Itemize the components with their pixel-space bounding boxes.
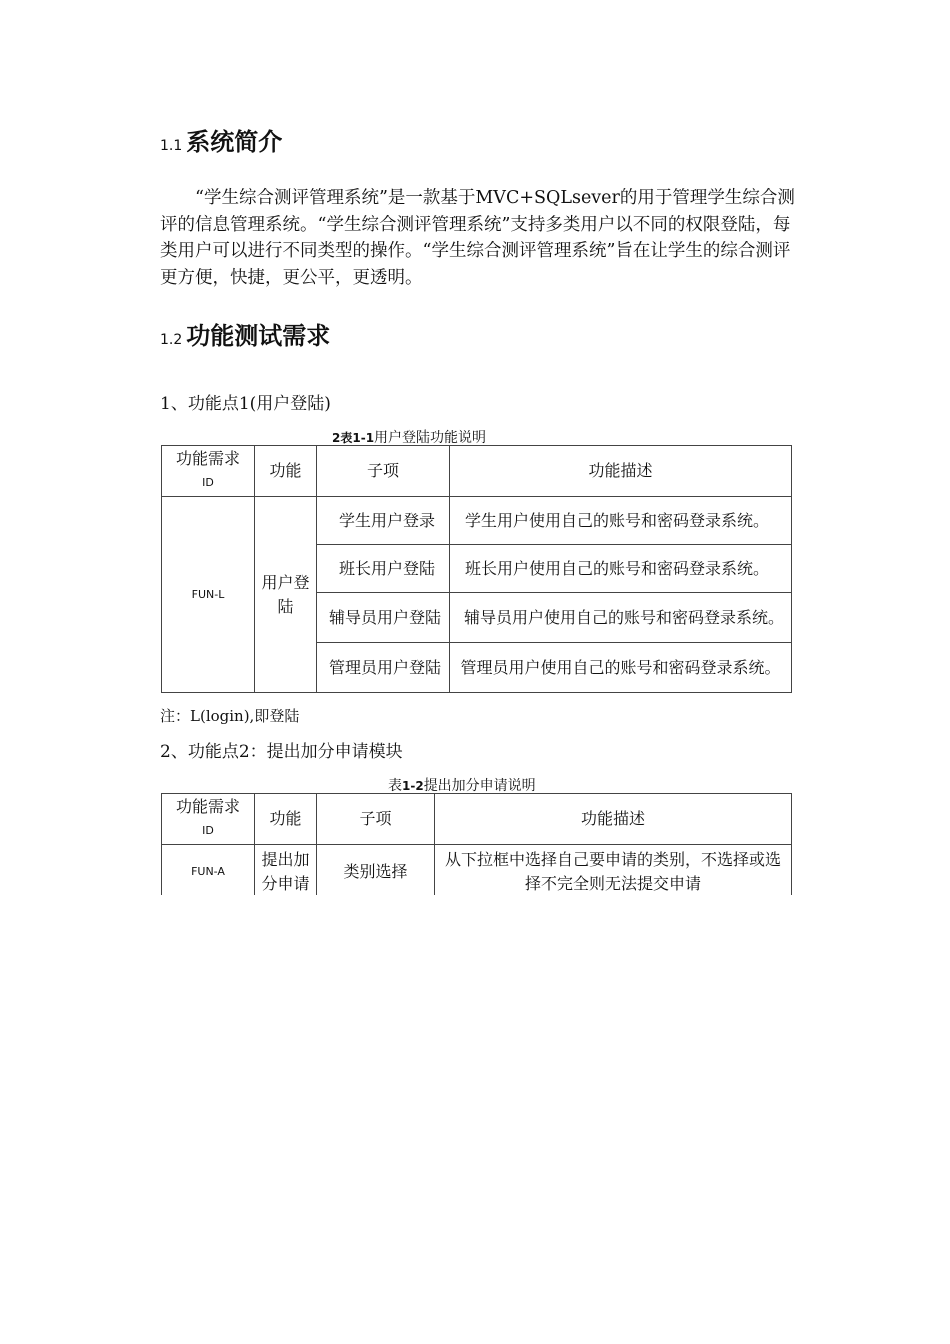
header-id-top: 功能需求 (175, 797, 240, 816)
function-cell (255, 845, 317, 896)
description-cell: 班长用户使用自己的账号和密码登录系统。 (450, 545, 792, 593)
section-heading-1 (160, 122, 282, 157)
section-title: 系统简介 (186, 128, 283, 156)
header-subitem: 子项 (317, 794, 435, 845)
caption-text: 用户登陆功能说明 (374, 430, 487, 446)
header-id-bottom: ID (202, 476, 214, 489)
table2-clip (161, 793, 793, 895)
header-id (162, 446, 255, 497)
header-function: 功能 (255, 794, 317, 845)
function-cell (255, 497, 317, 693)
caption-number: 1-1 (352, 431, 375, 445)
caption-number: 1-2 (402, 779, 424, 793)
caption-prefix: 表 (388, 778, 402, 794)
subitem-cell: 学生用户登录 (317, 497, 450, 545)
table-header-row (162, 446, 792, 497)
requirement-id: FUN-A (162, 845, 255, 896)
subitem-label: 管理员用户登陆 (329, 657, 442, 677)
caption-text: 提出加分申请说明 (423, 778, 536, 794)
header-subitem: 子项 (317, 446, 450, 497)
section-number: 1.1 (160, 138, 183, 154)
function-label: 用户登陆 (261, 572, 310, 616)
table1-caption (332, 427, 486, 447)
header-description: 功能描述 (435, 794, 792, 845)
description-cell: 辅导员用户使用自己的账号和密码登录系统。 (450, 593, 792, 643)
function-point-1: 1、功能点1(用户登陆) (160, 394, 331, 414)
requirement-id: FUN-L (162, 497, 255, 693)
subitem-cell (317, 643, 450, 693)
table2-caption (388, 775, 536, 795)
subitem-cell: 班长用户登陆 (317, 545, 450, 593)
intro-paragraph: “学生综合测评管理系统”是一款基于MVC+SQLsever的用于管理学生综合测评的信息管理系统。“学生综合测评管理系统”支持多类用户以不同的权限登陆，每类用户可以进行不同类型的操作。“学生综合测评管理系统”旨在让学生的综合测评更方便，快捷，更公平，更透明。 (160, 188, 795, 288)
description-cell: 从下拉框中选择自己要申请的类别，不选择或选择不完全则无法提交申请 (435, 845, 792, 896)
subitem-cell: 类别选择 (317, 845, 435, 896)
function-label: 提出加分申请 (261, 849, 310, 893)
header-description: 功能描述 (450, 446, 792, 497)
table1-note: 注：L(login),即登陆 (160, 707, 300, 725)
header-function: 功能 (255, 446, 317, 497)
table-user-login (161, 445, 792, 693)
header-id (162, 794, 255, 845)
table-row (162, 497, 792, 545)
header-id-bottom: ID (202, 824, 214, 837)
table-row (162, 845, 792, 896)
section-heading-2 (160, 316, 330, 351)
subitem-cell (317, 593, 450, 643)
subitem-label: 辅导员用户登陆 (329, 607, 442, 627)
description-cell: 学生用户使用自己的账号和密码登录系统。 (450, 497, 792, 545)
section-number: 1.2 (160, 332, 183, 348)
caption-prefix: 2表 (332, 431, 353, 445)
table-header-row (162, 794, 792, 845)
table-bonus-application (161, 793, 792, 895)
description-cell: 管理员用户使用自己的账号和密码登录系统。 (450, 643, 792, 693)
function-point-2: 2、功能点2：提出加分申请模块 (160, 742, 403, 762)
section-title: 功能测试需求 (186, 322, 331, 350)
header-id-top: 功能需求 (175, 449, 240, 468)
